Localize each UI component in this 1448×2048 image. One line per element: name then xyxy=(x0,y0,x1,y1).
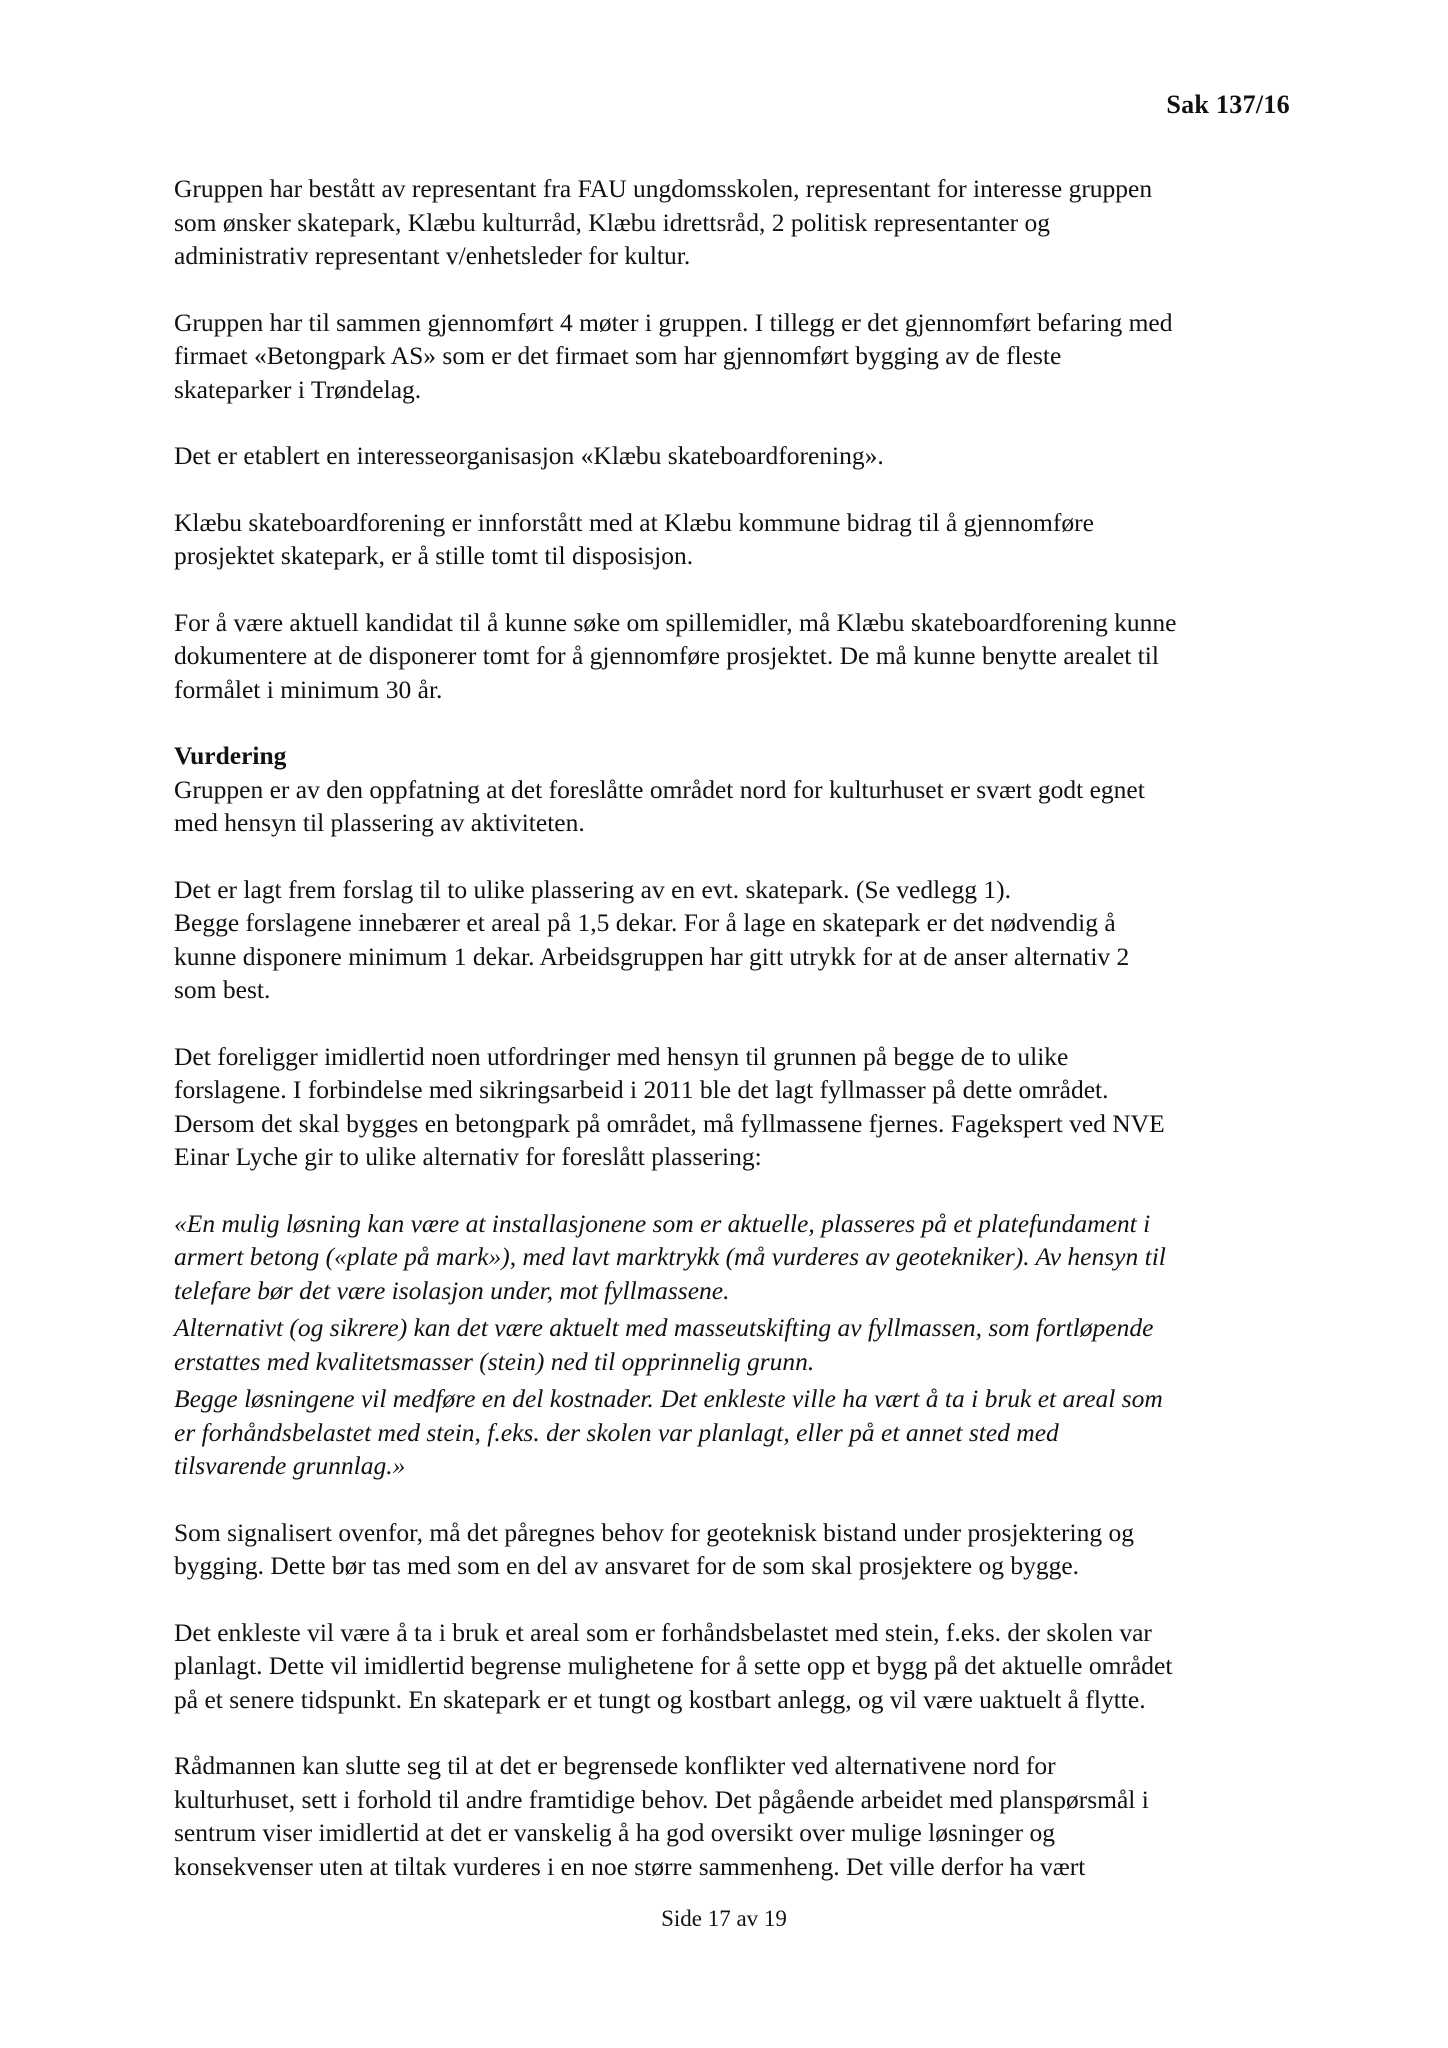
section-heading-vurdering: Vurdering xyxy=(174,741,287,770)
text-line: For å være aktuell kandidat til å kunne søke om spillemidler, må Klæbu skateboardforening kunne xyxy=(174,607,1177,637)
paragraph-simplest-option xyxy=(174,1616,1284,1717)
text-line: Klæbu skateboardforening er innforstått med at Klæbu kommune bidrag til å gjennomføre xyxy=(174,507,1094,537)
text-line: armert betong («plate på mark»), med lavt marktrykk (må vurderes av geotekniker). Av hensyn til xyxy=(174,1242,1166,1271)
text-line: kulturhuset, sett i forhold til andre framtidige behov. Det pågående arbeidet med planspørsmål i xyxy=(174,1784,1149,1814)
text-line: Det enkleste vil være å ta i bruk et areal som er forhåndsbelastet med stein, f.eks. der skolen var xyxy=(174,1617,1152,1647)
text-line: dokumentere at de disponerer tomt for å gjennomføre prosjektet. De må kunne benytte arealet til xyxy=(174,641,1159,670)
text-line: Det er lagt frem forslag til to ulike plassering av en evt. skatepark. (Se vedlegg 1). xyxy=(174,874,1011,904)
quote-paragraph xyxy=(174,1311,1284,1378)
text-line: som best. xyxy=(174,975,271,1004)
text-line: skateparker i Trøndelag. xyxy=(174,374,422,404)
text-line: Gruppen har bestått av representant fra FAU ungdomsskolen, representant for interesse gruppen xyxy=(174,174,1153,203)
text-line: på et senere tidspunkt. En skatepark er et tungt og kostbart anlegg, og vil være uaktuelt å flytte. xyxy=(174,1684,1146,1714)
paragraph-challenges xyxy=(174,1040,1284,1174)
text-line: bygging. Dette bør tas med som en del av ansvaret for de som skal prosjektere og bygge. xyxy=(174,1551,1080,1580)
paragraph-contribution xyxy=(174,506,1284,573)
text-line: tilsvarende grunnlag.» xyxy=(174,1451,406,1480)
text-line: Rådmannen kan slutte seg til at det er begrensede konflikter ved alternativene nord for xyxy=(174,1751,1056,1780)
text-line: Alternativt (og sikrere) kan det være aktuelt med masseutskifting av fyllmassen, som fortløpende xyxy=(174,1313,1154,1342)
case-number: Sak 137/16 xyxy=(1166,90,1290,119)
text-line: Begge forslagene innebærer et areal på 1,5 dekar. For å lage en skatepark er det nødvendig å xyxy=(174,908,1116,937)
text-line: administrativ representant v/enhetsleder for kultur. xyxy=(174,241,691,270)
text-line: firmaet «Betongpark AS» som er det firmaet som har gjennomført bygging av de fleste xyxy=(174,341,1062,370)
expert-quote xyxy=(174,1207,1284,1483)
text-line: forslagene. I forbindelse med sikringsarbeid i 2011 ble det lagt fyllmasser på dette området. xyxy=(174,1075,1109,1104)
paragraph-funding xyxy=(174,606,1284,707)
text-line: kunne disponere minimum 1 dekar. Arbeidsgruppen har gitt utrykk for at de anser alternativ 2 xyxy=(174,941,1130,971)
paragraph-organisation xyxy=(174,439,1284,473)
paragraph-meetings xyxy=(174,306,1284,407)
text-line: Det foreligger imidlertid noen utfordringer med hensyn til grunnen på begge de to ulike xyxy=(174,1041,1069,1071)
text-line: telefare bør det være isolasjon under, mot fyllmassene. xyxy=(174,1275,730,1305)
text-line: Einar Lyche gir to ulike alternativ for foreslått plassering: xyxy=(174,1142,762,1171)
page-number: Side 17 av 19 xyxy=(661,1906,787,1931)
text-line: Begge løsningene vil medføre en del kostnader. Det enkleste ville ha vært å ta i bruk et areal som xyxy=(174,1384,1163,1413)
text-line: prosjektet skatepark, er å stille tomt til disposisjon. xyxy=(174,541,694,570)
paragraph-group-composition xyxy=(174,172,1284,273)
text-line: Som signalisert ovenfor, må det påregnes behov for geoteknisk bistand under prosjektering og xyxy=(174,1517,1134,1547)
quote-paragraph xyxy=(174,1382,1284,1483)
text-line: formålet i minimum 30 år. xyxy=(174,674,443,704)
text-line: konsekvenser uten at tiltak vurderes i en noe større sammenheng. Det ville derfor ha vært xyxy=(174,1851,1086,1881)
paragraph-geotechnical xyxy=(174,1516,1284,1583)
quote-paragraph xyxy=(174,1207,1284,1308)
text-line: er forhåndsbelastet med stein, f.eks. der skolen var planlagt, eller på et annet sted med xyxy=(174,1417,1059,1447)
text-line: Gruppen er av den oppfatning at det foreslåtte området nord for kulturhuset er svært godt egnet xyxy=(174,774,1145,804)
document-body xyxy=(174,172,1284,1883)
paragraph-proposals xyxy=(174,873,1284,907)
text-line: Gruppen har til sammen gjennomført 4 møter i gruppen. I tillegg er det gjennomført befaring med xyxy=(174,307,1173,337)
paragraph-area xyxy=(174,906,1284,1007)
text-line: Dersom det skal bygges en betongpark på området, må fyllmassene fjernes. Fagekspert ved NVE xyxy=(174,1108,1165,1138)
text-line: planlagt. Dette vil imidlertid begrense mulighetene for å sette opp et bygg på det aktuelle området xyxy=(174,1651,1173,1680)
text-line: som ønsker skatepark, Klæbu kulturråd, Klæbu idrettsråd, 2 politisk representanter og xyxy=(174,207,1051,237)
text-line: «En mulig løsning kan være at installasjonene som er aktuelle, plasseres på et platefundament i xyxy=(174,1208,1151,1238)
paragraph-radmannen xyxy=(174,1749,1284,1883)
paragraph-assessment xyxy=(174,773,1284,840)
text-line: erstattes med kvalitetsmasser (stein) ned til opprinnelig grunn. xyxy=(174,1346,815,1376)
text-line: sentrum viser imidlertid at det er vanskelig å ha god oversikt over mulige løsninger og xyxy=(174,1818,1055,1847)
text-line: med hensyn til plassering av aktiviteten. xyxy=(174,808,585,837)
text-line: Det er etablert en interesseorganisasjon «Klæbu skateboardforening». xyxy=(174,441,884,470)
